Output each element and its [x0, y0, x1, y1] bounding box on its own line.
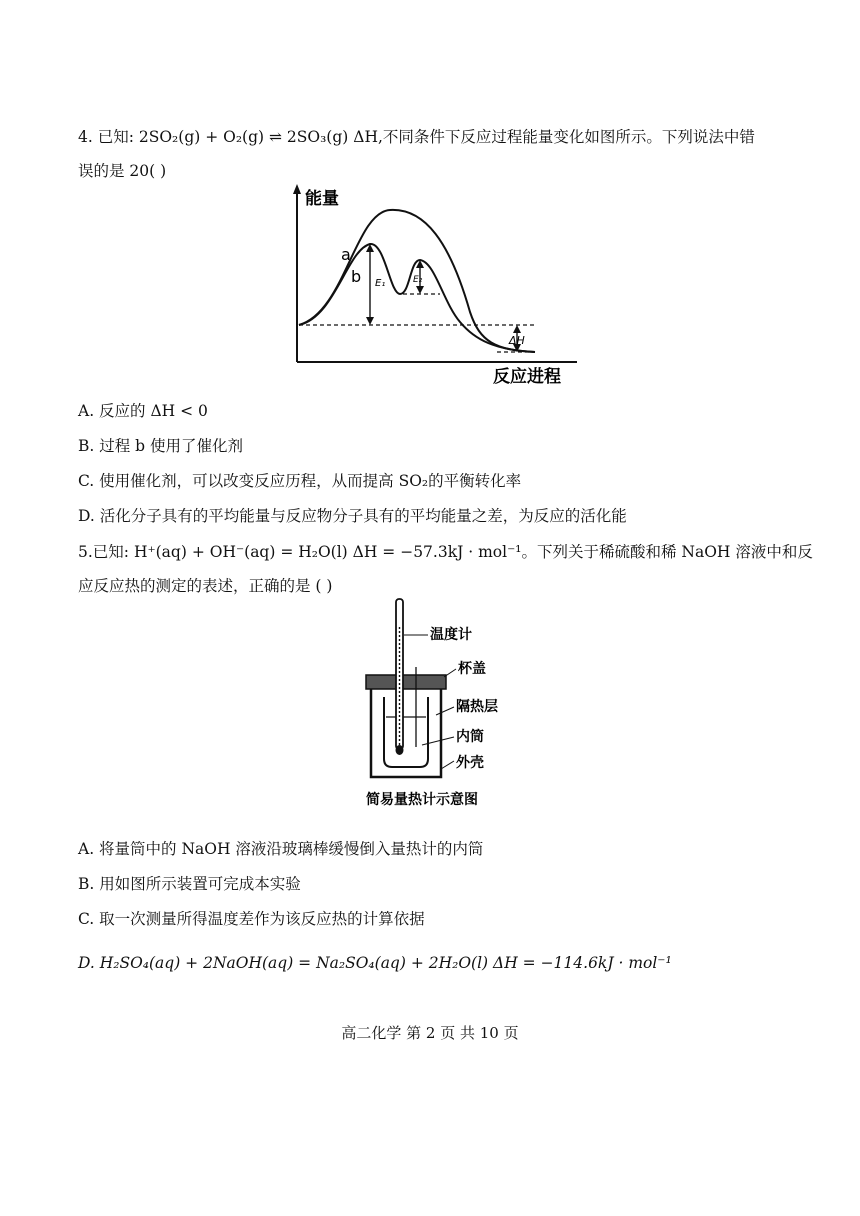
lid-leader [444, 669, 456, 677]
insulation-leader [436, 707, 454, 715]
q4-option-a: A. 反应的 ΔH < 0 [78, 402, 208, 420]
q4-stem-line1: 4. 已知: 2SO₂(g) + O₂(g) ⇌ 2SO₃(g) ΔH,不同条件下反应过程能量变化如图所示。下列说法中错 [78, 128, 755, 146]
energy-diagram [285, 182, 585, 388]
lid [366, 675, 446, 689]
calorimeter-caption: 简易量热计示意图 [366, 792, 478, 808]
y-axis-label: 能量 [305, 189, 339, 209]
e1-label: E₁ [375, 278, 386, 289]
calorimeter-diagram [356, 597, 516, 812]
q5-stem-line2: 应反应热的测定的表述，正确的是 ( ) [78, 577, 333, 595]
q5-option-a: A. 将量筒中的 NaOH 溶液沿玻璃棒缓慢倒入量热计的内筒 [78, 840, 484, 858]
inner-leader [422, 737, 454, 745]
x-axis-label: 反应进程 [493, 367, 561, 387]
q5-stem-line1: 5.已知: H⁺(aq) + OH⁻(aq) = H₂O(l) ΔH = −57.3kJ · mol⁻¹。下列关于稀硫酸和稀 NaOH 溶液中和反 [78, 543, 813, 561]
outer-label: 外壳 [456, 755, 484, 771]
inner-cup [384, 697, 428, 767]
curve-a-label: a [341, 245, 351, 264]
q4-option-b: B. 过程 b 使用了催化剂 [78, 437, 244, 455]
y-axis-arrow-icon [293, 184, 301, 194]
inner-label: 内筒 [456, 729, 484, 745]
page-footer: 高二化学 第 2 页 共 10 页 [341, 1024, 519, 1042]
q4-stem-line2: 误的是 20( ) [78, 162, 167, 180]
e2-arrow-down-icon [416, 286, 424, 294]
e2-label: E₂ [413, 275, 423, 285]
q5-option-b: B. 用如图所示装置可完成本实验 [78, 875, 301, 893]
q5-option-c: C. 取一次测量所得温度差作为该反应热的计算依据 [78, 910, 425, 928]
insulation-label: 隔热层 [456, 699, 498, 715]
curve-b-label: b [351, 267, 362, 286]
e1-arrow-down-icon [366, 317, 374, 325]
outer-shell [371, 689, 441, 777]
thermometer-label: 温度计 [430, 627, 472, 643]
q5-option-d: D. H₂SO₄(aq) + 2NaOH(aq) = Na₂SO₄(aq) + 2H₂O(l) ΔH = −114.6kJ · mol⁻¹ [78, 954, 672, 972]
dh-label: ΔH [509, 334, 525, 347]
thermometer [396, 599, 403, 749]
curve-b [299, 244, 535, 352]
dh-arrow-up-icon [513, 325, 521, 333]
q4-option-d: D. 活化分子具有的平均能量与反应物分子具有的平均能量之差，为反应的活化能 [78, 507, 627, 525]
thermometer-bulb [396, 745, 404, 755]
lid-label: 杯盖 [458, 661, 486, 677]
outer-leader [441, 761, 454, 769]
q4-option-c: C. 使用催化剂，可以改变反应历程，从而提高 SO₂的平衡转化率 [78, 472, 522, 490]
